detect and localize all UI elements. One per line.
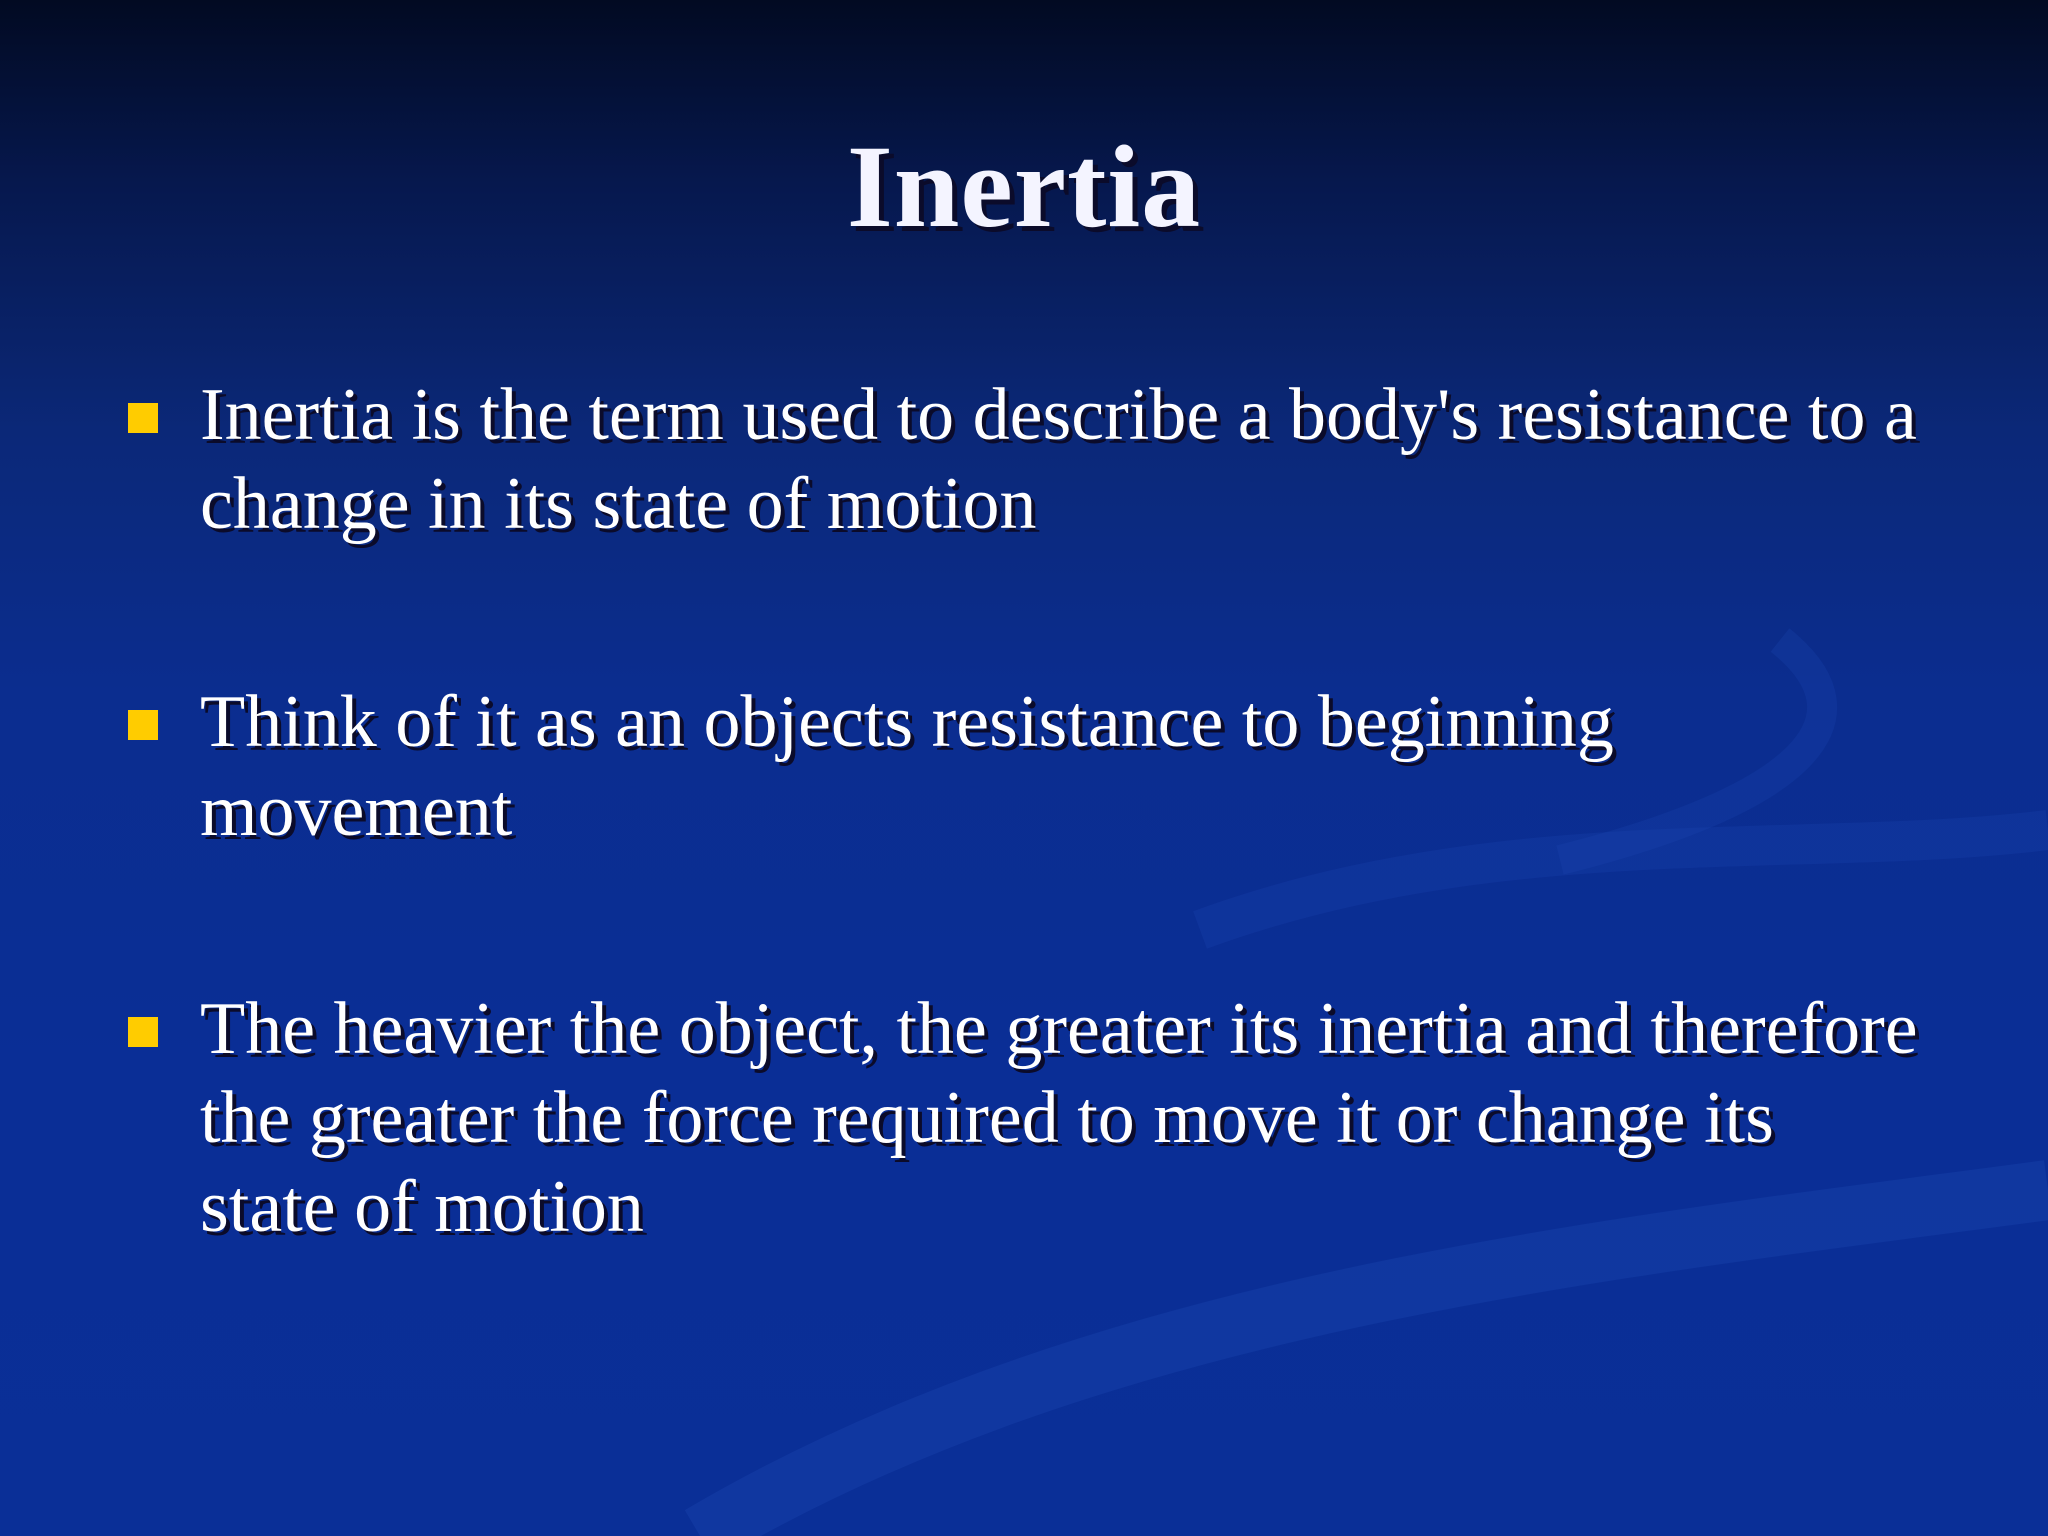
bullet-item	[200, 371, 1920, 549]
square-bullet-icon	[128, 710, 158, 740]
bullet-item	[200, 678, 1920, 856]
slide-title: Inertia	[846, 121, 1202, 252]
bullet-item	[200, 985, 1920, 1252]
bullet-text: Inertia is the term used to describe a body's resistance to a change in its state of motion	[200, 374, 1917, 545]
square-bullet-icon	[128, 403, 158, 433]
square-bullet-icon	[128, 1017, 158, 1047]
bullet-text: The heavier the object, the greater its inertia and therefore the greater the force required to move it or change its state of motion	[200, 988, 1918, 1248]
bullet-text: Think of it as an objects resistance to beginning movement	[200, 681, 1614, 852]
